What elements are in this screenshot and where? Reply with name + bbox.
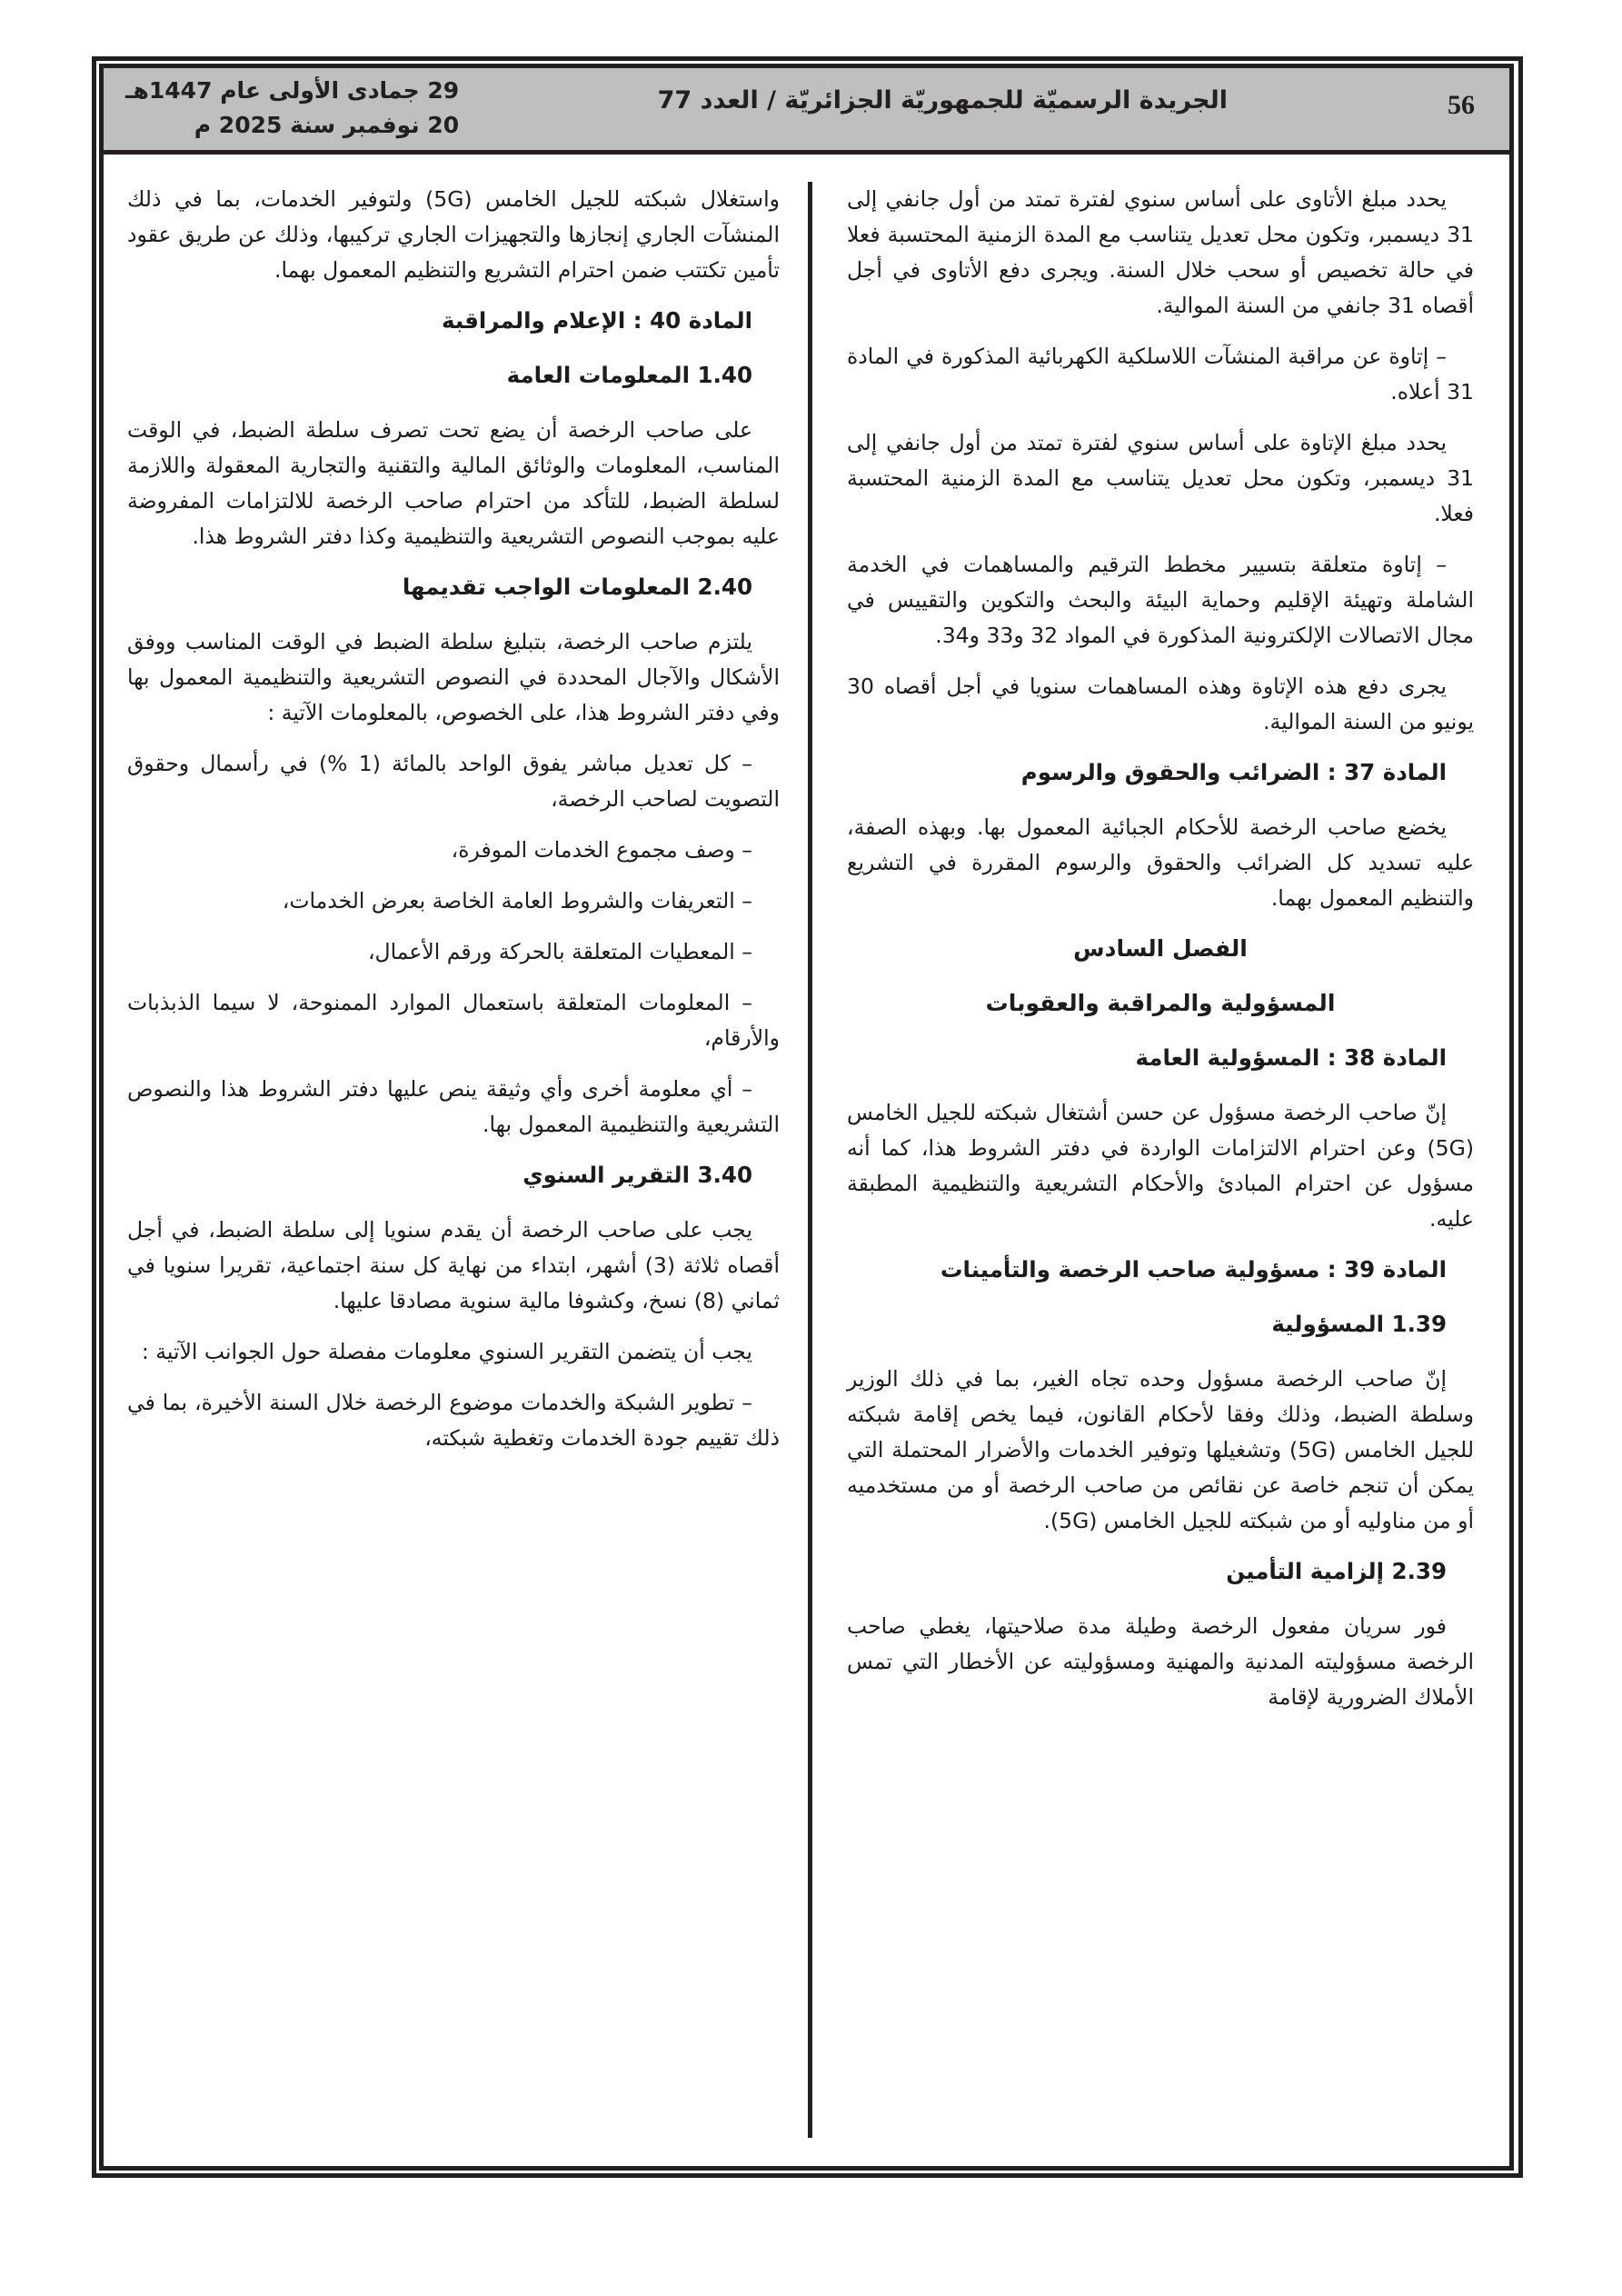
running-header xyxy=(104,68,1509,155)
paragraph: إنّ صاحب الرخصة مسؤول وحده تجاه الغير، بما في ذلك الوزير وسلطة الضبط، وذلك وفقا لأحكام القانون، فيما يخص إقامة شبكته للجيل الخامس (5G) وتشغيلها وتوفير الخدمات والأضرار المحتملة التي يمكن أن تنجم خاصة عن نقائص من صاحب الرخصة أو من مستخدميه أو من مناوليه أو من شبكته للجيل الخامس (5G). xyxy=(847,1366,1474,1533)
column-divider xyxy=(808,182,812,2138)
page-number: 56 xyxy=(1448,90,1475,120)
issue-date xyxy=(125,74,459,143)
left-column xyxy=(127,182,780,1472)
paragraph: واستغلال شبكته للجيل الخامس (5G) ولتوفير الخدمات، بما في ذلك المنشآت الجاري إنجازها والتجهيزات الجاري تركيبها، وذلك عن طريق عقود تأمين تكتتب ضمن احترام التشريع والتنظيم المعمول بهما. xyxy=(127,186,780,283)
paragraph: يخضع صاحب الرخصة للأحكام الجبائية المعمول بها. وبهذه الصفة، عليه تسديد كل الضرائب والحقوق والرسوم المقررة في التشريع والتنظيم المعمول بهما. xyxy=(847,814,1474,911)
gazette-title: الجريدة الرسميّة للجمهوريّة الجزائريّة / العدد 77 xyxy=(657,86,1228,115)
hijri-date: 29 جمادى الأولى عام 1447هـ xyxy=(125,77,460,104)
list-item: – إتاوة عن مراقبة المنشآت اللاسلكية الكهربائية المذكورة في المادة 31 أعلاه. xyxy=(847,344,1474,404)
paragraph: على صاحب الرخصة أن يضع تحت تصرف سلطة الضبط، في الوقت المناسب، المعلومات والوثائق المالية والتقنية والتجارية المعقولة واللازمة لسلطة الضبط، للتأكد من احترام صاحب الرخصة للالتزامات المفروضة عليه بموجب النصوص التشريعية والتنظيمية وكذا دفتر الشروط هذا. xyxy=(127,417,780,549)
article-39-heading: المادة 39 : مسؤولية صاحب الرخصة والتأمينات xyxy=(940,1256,1447,1283)
paragraph: إنّ صاحب الرخصة مسؤول عن حسن أشتغال شبكته للجيل الخامس (5G) وعن احترام الالتزامات الواردة في دفتر الشروط هذا، كما أنه مسؤول عن احترام المبادئ والأحكام التشريعية والتنظيمية المطبقة عليه. xyxy=(847,1100,1474,1232)
paragraph: يحدد مبلغ الأتاوى على أساس سنوي لفترة تمتد من أول جانفي إلى 31 ديسمبر، وتكون محل تعديل يتناسب مع المدة الزمنية المحتسبة فعلا في حالة تخصيص أو سحب خلال السنة. ويجرى دفع الأتاوى في أجل أقصاه 31 جانفي من السنة الموالية. xyxy=(847,186,1474,318)
section-40-2-heading: 2.40 المعلومات الواجب تقديمها xyxy=(402,574,752,600)
list-item: – المعطيات المتعلقة بالحركة ورقم الأعمال، xyxy=(367,939,752,964)
article-38-heading: المادة 38 : المسؤولية العامة xyxy=(1135,1044,1447,1071)
chapter-heading: الفصل السادس xyxy=(1073,935,1248,962)
paragraph: يحدد مبلغ الإتاوة على أساس سنوي لفترة تمتد من أول جانفي إلى 31 ديسمبر، وتكون محل تعديل يتناسب مع المدة الزمنية المحتسبة فعلا. xyxy=(847,430,1474,526)
paragraph: يجب أن يتضمن التقرير السنوي معلومات مفصلة حول الجوانب الآتية : xyxy=(141,1339,752,1364)
right-column xyxy=(847,182,1474,1731)
list-item: – وصف مجموع الخدمات الموفرة، xyxy=(451,837,752,863)
list-item: – إتاوة متعلقة بتسيير مخطط الترقيم والمساهمات في الخدمة الشاملة وتهيئة الإقليم وحماية البيئة والبحث والتكوين والتقييس في مجال الاتصالات الإلكترونية المذكورة في المواد 32 و33 و34. xyxy=(847,552,1474,648)
article-37-heading: المادة 37 : الضرائب والحقوق والرسوم xyxy=(1020,759,1447,785)
chapter-title: المسؤولية والمراقبة والعقوبات xyxy=(985,990,1336,1016)
list-item: – كل تعديل مباشر يفوق الواحد بالمائة (1 %) في رأسمال وحقوق التصويت لصاحب الرخصة، xyxy=(127,751,780,812)
section-39-1-heading: 1.39 المسؤولية xyxy=(1271,1311,1447,1337)
list-item: – التعريفات والشروط العامة الخاصة بعرض الخدمات، xyxy=(282,888,752,913)
gregorian-date: 20 نوفمبر سنة 2025 م xyxy=(194,112,460,138)
paragraph: يلتزم صاحب الرخصة، بتبليغ سلطة الضبط في الوقت المناسب ووفق الأشكال والآجال المحددة في النصوص التشريعية والتنظيمية المعمول بها وفي دفتر الشروط هذا، على الخصوص، بالمعلومات الآتية : xyxy=(127,629,780,725)
list-item: – المعلومات المتعلقة باستعمال الموارد الممنوحة، لا سيما الذبذبات والأرقام، xyxy=(127,990,780,1051)
section-40-1-heading: 1.40 المعلومات العامة xyxy=(506,362,752,388)
article-40-heading: المادة 40 : الإعلام والمراقبة xyxy=(441,307,752,334)
paragraph: فور سريان مفعول الرخصة وطيلة مدة صلاحيتها، يغطي صاحب الرخصة مسؤوليته المدنية والمهنية ومسؤوليته عن الأخطار التي تمس الأملاك الضرورية لإقامة xyxy=(847,1613,1474,1710)
list-item: – تطوير الشبكة والخدمات موضوع الرخصة خلال السنة الأخيرة، بما في ذلك تقييم جودة الخدمات وتغطية شبكته، xyxy=(127,1390,780,1451)
section-39-2-heading: 2.39 إلزامية التأمين xyxy=(1226,1558,1447,1584)
paragraph: يجب على صاحب الرخصة أن يقدم سنويا إلى سلطة الضبط، في أجل أقصاه ثلاثة (3) أشهر، ابتداء من نهاية كل سنة اجتماعية، تقريرا سنويا في ثماني (8) نسخ، وكشوفا مالية سنوية مصادقا عليها. xyxy=(127,1217,780,1313)
paragraph: يجرى دفع هذه الإتاوة وهذه المساهمات سنويا في أجل أقصاه 30 يونيو من السنة الموالية. xyxy=(847,674,1474,734)
section-40-3-heading: 3.40 التقرير السنوي xyxy=(522,1162,752,1188)
list-item: – أي معلومة أخرى وأي وثيقة ينص عليها دفتر الشروط هذا والنصوص التشريعية والتنظيمية المعمول بها. xyxy=(127,1076,780,1137)
